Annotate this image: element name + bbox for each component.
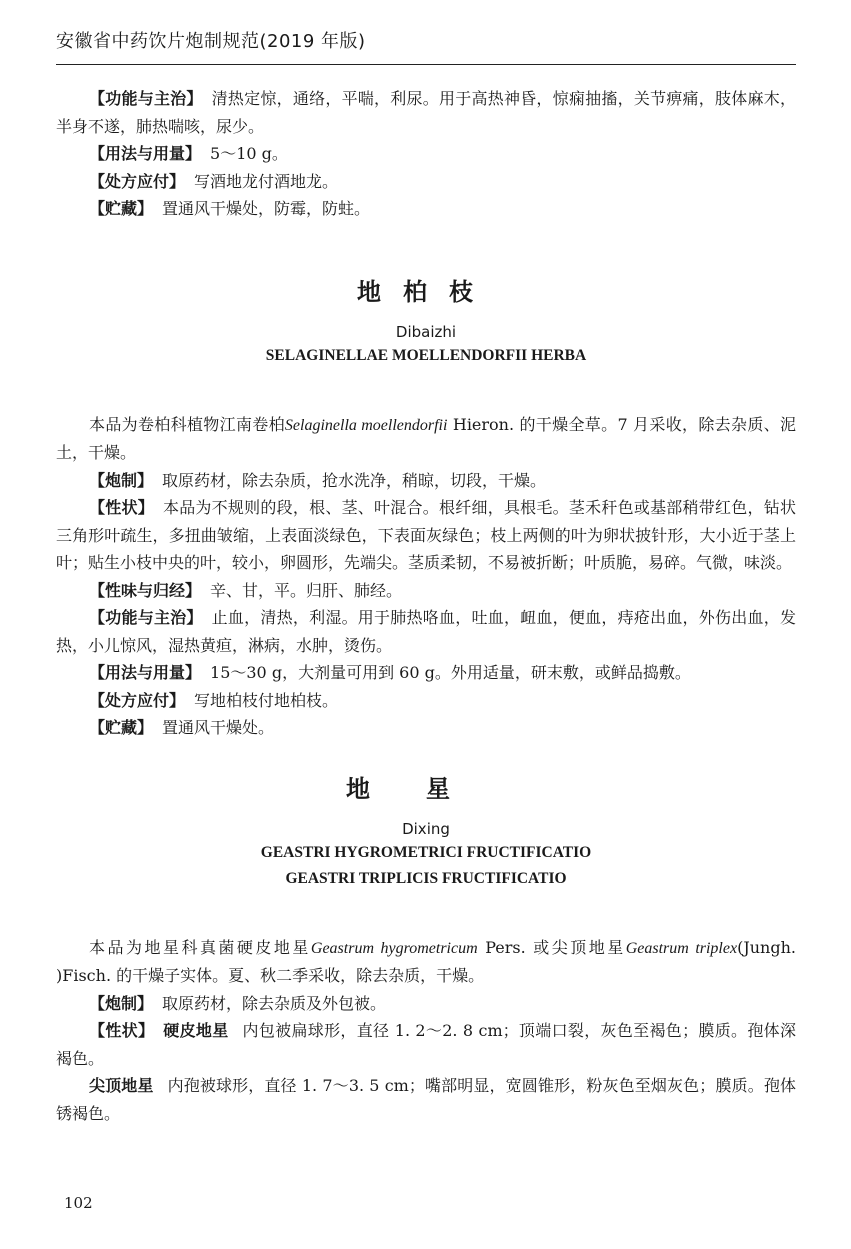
intro-text: 本品为卷柏科植物江南卷柏: [89, 414, 285, 434]
processing-dixing: [56, 990, 796, 1018]
section-text: 置通风干燥处。: [162, 718, 275, 737]
section-text: 内包被扁球形，直径 1. 2～2. 8 cm；顶端口裂，灰色至褐色；膜质。孢体深褐色。: [56, 1021, 796, 1068]
header-rule: [56, 64, 796, 65]
section-label: 【用法与用量】: [89, 144, 202, 163]
section-label: 【功能与主治】: [89, 89, 203, 108]
prescription-dibaizhi: [56, 687, 796, 715]
prev-prescription: [56, 168, 796, 196]
storage-dibaizhi: [56, 714, 796, 742]
intro-text: Pers. 或尖顶地星: [477, 937, 626, 957]
section-text: 置通风干燥处，防霉，防蛀。: [162, 199, 371, 218]
species-name: Selaginella moellendorfii: [284, 416, 448, 434]
sub-label: 硬皮地星: [163, 1021, 229, 1040]
section-text: 15～30 g，大剂量可用到 60 g。外用适量，研末敷，或鲜品捣敷。: [210, 663, 691, 682]
section-text: 辛、甘，平。归肝、肺经。: [210, 580, 403, 600]
section-text: 本品为不规则的段，根、茎、叶混合。根纤细，具根毛。茎禾秆色或基部稍带红色，钻状三角形叶疏生，多扭曲皱缩，上表面淡绿色，下表面灰绿色；枝上两侧的叶为卵状披针形，大小近于茎上叶；贴生小枝中央的叶，较小，卵圆形，先端尖。茎质柔韧，不易被折断；叶质脆，易碎。气微，味淡。: [56, 498, 796, 572]
prev-indications: [56, 85, 796, 140]
section-text: 取原药材，除去杂质及外包被。: [162, 993, 387, 1013]
latin-name-dixing-1: GEASTRI HYGROMETRICI FRUCTIFICATIO: [260, 843, 592, 861]
section-text: 止血，清热，利湿。用于肺热咯血，吐血，衄血，便血，痔疮出血，外伤出血，发热，小儿惊风，湿热黄疸，淋病，水肿，烫伤。: [56, 608, 796, 655]
prev-dosage: [56, 140, 796, 168]
latin-name-dibaizhi: SELAGINELLAE MOELLENDORFII HERBA: [265, 346, 587, 364]
running-header: 安徽省中药饮片炮制规范(2019 年版): [56, 31, 366, 52]
section-text: 写地柏枝付地柏枝。: [194, 690, 339, 710]
page-number: 102: [64, 1194, 93, 1212]
section-label: 【性状】: [89, 1021, 155, 1040]
intro-dixing: [56, 934, 796, 990]
section-label: 【炮制】: [89, 470, 154, 490]
intro-text: (Jungh. )Fisch. 的干燥子实体。夏、秋二季采收，除去杂质，干燥。: [56, 937, 796, 985]
processing-dibaizhi: [56, 467, 796, 495]
intro-text: Hieron. 的干燥全草。7 月采收，除去杂质、泥土，干燥。: [56, 414, 796, 462]
section-label: 【用法与用量】: [89, 663, 202, 682]
section-text: 清热定惊，通络，平喘，利尿。用于高热神昏，惊痫抽搐，关节痹痛，肢体麻木，半身不遂，肺热喘咳，尿少。: [56, 89, 796, 136]
intro-dibaizhi: [56, 411, 796, 467]
intro-text: 本品为地星科真菌硬皮地星: [89, 937, 311, 957]
monograph-title-dixing: 地星: [346, 774, 506, 803]
section-label: 【贮藏】: [89, 199, 154, 218]
pinyin-dibaizhi: Dibaizhi: [395, 322, 457, 341]
section-text: 内孢被球形，直径 1. 7～3. 5 cm；嘴部明显，宽圆锥形，粉灰色至烟灰色；膜质。孢体锈褐色。: [56, 1076, 796, 1123]
section-label: 【处方应付】: [89, 171, 186, 191]
sub-label: 尖顶地星: [89, 1076, 154, 1095]
prev-storage: [56, 195, 796, 223]
section-label: 【性味与归经】: [89, 580, 202, 600]
section-label: 【性状】: [89, 498, 154, 517]
section-label: 【处方应付】: [89, 690, 186, 710]
page-content: [56, 85, 796, 1127]
species-name: Geastrum hygrometricum: [310, 939, 478, 957]
pinyin-dixing: Dixing: [402, 819, 450, 838]
section-text: 取原药材，除去杂质，抢水洗净，稍晾，切段，干燥。: [162, 470, 547, 490]
species-name: Geastrum triplex: [625, 939, 738, 957]
section-text: 5～10 g。: [210, 144, 288, 163]
section-label: 【贮藏】: [89, 718, 154, 737]
section-text: 写酒地龙付酒地龙。: [194, 171, 339, 191]
dosage-dibaizhi: [56, 659, 796, 687]
property-dibaizhi: [56, 577, 796, 605]
monograph-title-dibaizhi: 地柏枝: [357, 277, 495, 306]
description-dibaizhi: [56, 494, 796, 577]
indications-dibaizhi: [56, 604, 796, 659]
section-label: 【功能与主治】: [89, 608, 203, 627]
description-dixing: [56, 1017, 796, 1072]
latin-name-dixing-2: GEASTRI TRIPLICIS FRUCTIFICATIO: [285, 869, 567, 887]
section-label: 【炮制】: [89, 993, 154, 1013]
description-dixing-2: [56, 1072, 796, 1127]
